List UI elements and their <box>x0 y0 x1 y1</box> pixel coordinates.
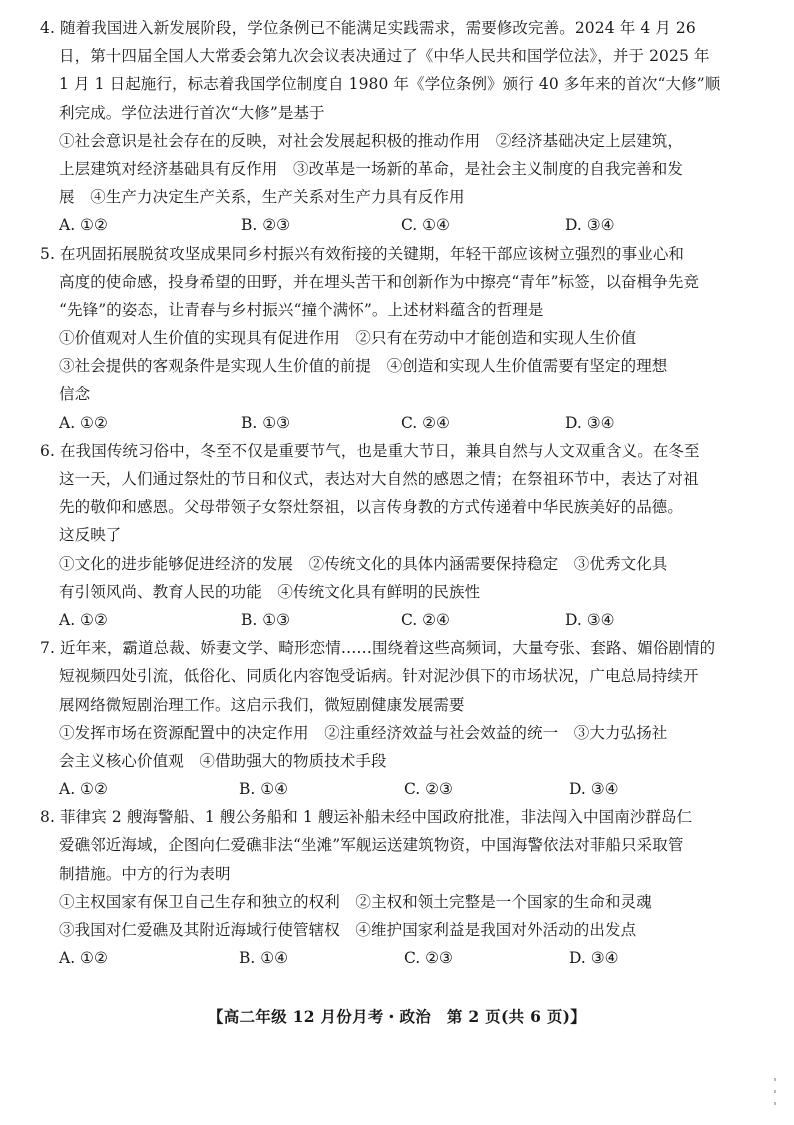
question-stem-line: 先的敬仰和感恩。父母带领子女祭灶祭祖，以言传身教的方式传递着中华民族美好的品德。 <box>59 498 684 517</box>
question-stem-line: 5. 在巩固拓展脱贫攻坚成果同乡村振兴有效衔接的关键期，年轻干部应该树立强烈的事业心和 <box>40 244 685 263</box>
question-8 <box>40 803 756 972</box>
option-c: C. ②④ <box>401 413 450 432</box>
statement-line: 会主义核心价值观 ④借助强大的物质技术手段 <box>59 751 387 770</box>
option-d: D. ③④ <box>565 216 615 235</box>
statement-line: ①主权国家有保卫自己生存和独立的权利 ②主权和领土完整是一个国家的生命和灵魂 <box>59 892 652 911</box>
question-stem-line: “先锋”的姿态，让青春与乡村振兴“撞个满怀”。上述材料蕴含的哲理是 <box>59 300 544 319</box>
option-a: A. ①② <box>59 949 108 968</box>
option-d: D. ③④ <box>565 413 615 432</box>
statement-line: ①文化的进步能够促进经济的发展 ②传统文化的具体内涵需要保持稳定 ③优秀文化具 <box>59 554 668 573</box>
scan-artifact <box>774 1078 776 1081</box>
question-stem-line: 4. 随着我国进入新发展阶段，学位条例已不能满足实践需求，需要修改完善。2024 年 4 月 26 <box>40 19 696 37</box>
option-d: D. ③④ <box>569 780 619 799</box>
question-4 <box>40 14 756 240</box>
option-c: C. ②③ <box>404 949 453 968</box>
option-b: B. ①④ <box>239 780 289 799</box>
statement-line: 有引领风尚、教育人民的功能 ④传统文化具有鲜明的民族性 <box>59 582 481 601</box>
question-stem-line: 制措施。中方的行为表明 <box>59 864 231 883</box>
scan-artifact <box>774 1090 776 1093</box>
option-a: A. ①② <box>59 216 108 235</box>
question-stem-line: 短视频四处引流，低俗化、同质化内容饱受诟病。针对泥沙俱下的市场状况，广电总局持续开 <box>59 667 699 686</box>
question-stem-line: 8. 菲律宾 2 艘海警船、1 艘公务船和 1 艘运补船未经中国政府批准，非法闯入中国南沙群岛仁 <box>40 808 693 827</box>
statement-line: ③社会提供的客观条件是实现人生价值的前提 ④创造和实现人生价值需要有坚定的理想 <box>59 357 668 376</box>
answer-options <box>40 944 756 972</box>
option-d: D. ③④ <box>569 949 619 968</box>
question-stem-line: 爱礁邻近海域，企图向仁爱礁非法“坐滩”军舰运送建筑物资，中国海警依法对菲船只采取管 <box>59 836 684 855</box>
page-footer: 【高二年级 12 月份月考・政治 第 2 页(共 6 页)】 <box>207 1007 587 1026</box>
option-c: C. ①④ <box>401 216 450 235</box>
question-stem-line: 6. 在我国传统习俗中，冬至不仅是重要节气，也是重大节日，兼具自然与人文双重含义。在冬至 <box>40 441 700 460</box>
option-b: B. ①③ <box>241 413 291 432</box>
question-stem-line: 利完成。学位法进行首次“大修”是基于 <box>59 103 325 122</box>
option-d: D. ③④ <box>565 610 615 629</box>
question-5 <box>40 240 756 437</box>
question-stem-line: 高度的使命感，投身希望的田野，并在埋头苦干和创新作为中擦亮“青年”标签，以奋楫争先竞 <box>59 272 700 291</box>
statement-line: ①社会意识是社会存在的反映，对社会发展起积极的推动作用 ②经济基础决定上层建筑， <box>59 131 684 150</box>
answer-options <box>40 775 756 803</box>
option-b: B. ①③ <box>241 610 291 629</box>
question-stem-line: 这一天，人们通过祭灶的节日和仪式，表达对大自然的感恩之情；在祭祖环节中，表达了对祖 <box>59 470 699 488</box>
question-7 <box>40 634 756 803</box>
statement-line: 信念 <box>59 385 91 404</box>
exam-page <box>40 14 756 972</box>
statement-line: ①发挥市场在资源配置中的决定作用 ②注重经济效益与社会效益的统一 ③大力弘扬社 <box>59 723 668 742</box>
answer-options <box>40 606 756 634</box>
statement-line: ③我国对仁爱礁及其附近海域行使管辖权 ④维护国家利益是我国对外活动的出发点 <box>59 921 637 939</box>
question-stem-line: 日，第十四届全国人大常委会第九次会议表决通过了《中华人民共和国学位法》，并于 2025 年 <box>59 47 710 66</box>
question-stem-line: 这反映了 <box>59 526 122 545</box>
option-a: A. ①② <box>59 610 108 629</box>
scan-artifact <box>774 1102 776 1105</box>
question-stem-line: 展网络微短剧治理工作。这启示我们，微短剧健康发展需要 <box>59 695 465 714</box>
answer-options <box>40 409 756 437</box>
option-c: C. ②④ <box>401 610 450 629</box>
statement-line: 展 ④生产力决定生产关系，生产关系对生产力具有反作用 <box>59 188 465 207</box>
statement-line: ①价值观对人生价值的实现具有促进作用 ②只有在劳动中才能创造和实现人生价值 <box>59 329 637 348</box>
statement-line: 上层建筑对经济基础具有反作用 ③改革是一场新的革命，是社会主义制度的自我完善和发 <box>59 159 684 178</box>
option-a: A. ①② <box>59 780 108 799</box>
question-6 <box>40 437 756 634</box>
answer-options <box>40 211 756 239</box>
option-a: A. ①② <box>59 413 108 432</box>
option-c: C. ②③ <box>404 780 453 799</box>
option-b: B. ①④ <box>239 949 289 968</box>
question-stem-line: 1 月 1 日起施行，标志着我国学位制度自 1980 年《学位条例》颁行 40 多年来的首次“大修”顺 <box>59 75 721 94</box>
question-stem-line: 7. 近年来，霸道总裁、娇妻文学、畸形恋情……围绕着这些高频词，大量夸张、套路、媚俗剧情的 <box>40 639 716 658</box>
option-b: B. ②③ <box>241 216 291 235</box>
